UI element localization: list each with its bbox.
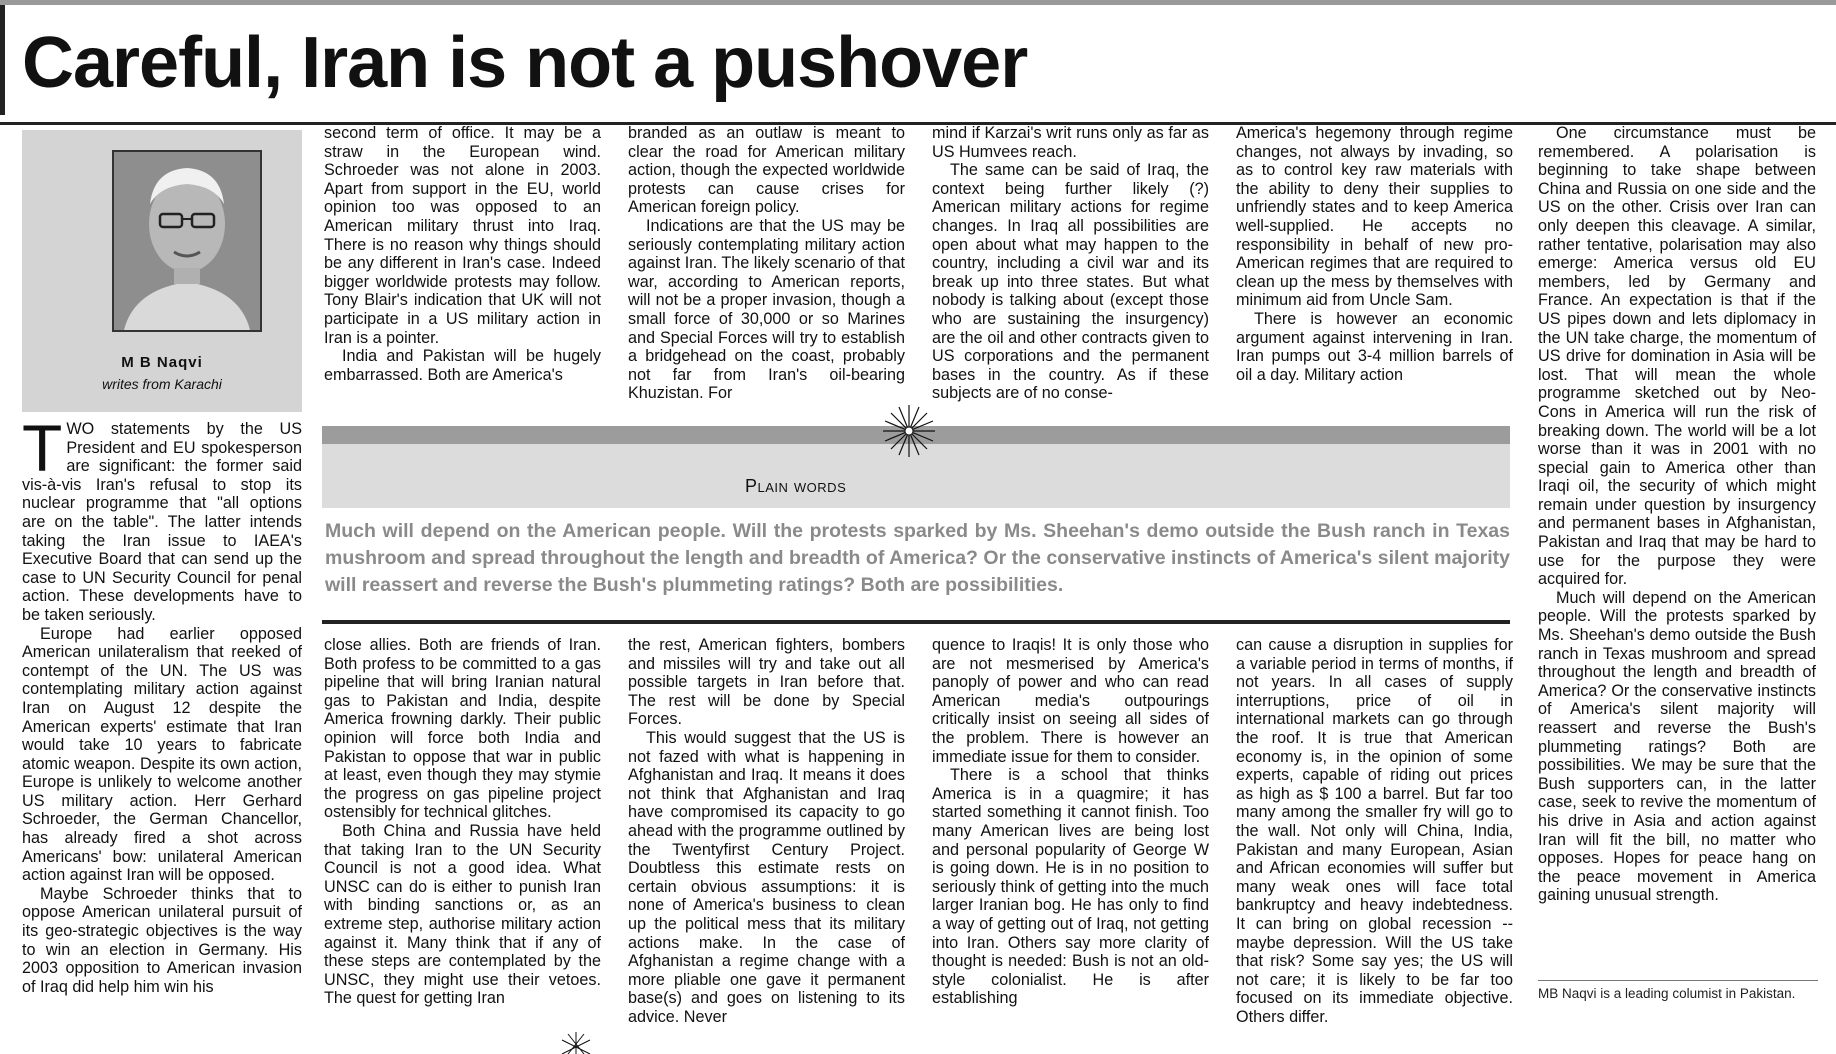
column-5-bottom bbox=[1236, 636, 1513, 1050]
column-1 bbox=[22, 420, 302, 1048]
pull-quote: Much will depend on the American people. Will the protests sparked by Ms. Sheehan's demo outside the Bush ranch in Texas mushroom and spread throughout the length and breadth of America? Or the conservative instincts of America's silent majority will reassert and reverse the Bush's plummeting ratings? Both are possibilities. bbox=[325, 520, 1510, 596]
paragraph: There is however an economic argument against intervening in Iran. Iran pumps out 3-4 million barrels of oil a day. Military action bbox=[1236, 309, 1513, 384]
paragraph: Maybe Schroeder thinks that to oppose American unilateral pursuit of its geo-strategic objectives is the way to win an election in Germany. His 2003 opposition to American invasion of Iraq did help him win his bbox=[22, 884, 302, 996]
column-2-bottom bbox=[324, 636, 601, 1050]
paragraph: the rest, American fighters, bombers and missiles will try and take out all possible targets in Iran before that. The rest will be done by Special Forces. bbox=[628, 636, 905, 729]
top-rule bbox=[0, 0, 1836, 5]
footnote: MB Naqvi is a leading columist in Pakistan. bbox=[1538, 986, 1796, 1001]
paragraph: One circumstance must be remembered. A polarisation is beginning to take shape between China and Russia on one side and the US on the other. Crisis over Iran can only deepen this cleavage. A similar, rather tentative, polarisation may also emerge: America versus old EU members, led by Germany and France. An expectation is that if the US pipes down and lets diplomacy in the UN take charge, the momentum of US drive for domination in Asia will be lost. That will mean the whole programme sketched out by Neo-Cons in America will run the risk of breaking down. The world will be a lot worse than it was in 2001 with no special gain to America other than Iraqi oil, the security of which might remain under question by insurgency and permanent bases in Afghanistan, Pakistan and Iraq that may be hard to use for the purpose they were acquired for. bbox=[1538, 124, 1816, 589]
paragraph: Both China and Russia have held that taking Iran to the UN Security Council is not a good idea. What UNSC can do is either to punish Iran with binding sanctions or, as an extreme step, authorise military action against it. Many think that if any of these steps are contemplated by the UNSC, they might use their vetoes. The quest for getting Iran bbox=[324, 821, 601, 1008]
column-5-top bbox=[1236, 124, 1513, 412]
star-ornament-icon bbox=[881, 403, 937, 459]
column-6 bbox=[1538, 124, 1816, 976]
column-2-top bbox=[324, 124, 601, 412]
paragraph: second term of office. It may be a straw in the European wind. Schroeder was not alone in 2003. Apart from support in the EU, world opinion too was opposed to an American military thrust into Iraq. There is no reason why things should be any different in Iran's case. Indeed bigger worldwide protests may follow. Tony Blair's indication that UK will not participate in a US military action in Iran is a pointer. bbox=[324, 124, 601, 347]
paragraph: close allies. Both are friends of Iran. Both profess to be committed to a gas pipeline that will bring Iranian natural gas to Pakistan and India, despite America frowning darkly. Their public opinion will force both India and Pakistan to oppose that war in public at least, even though they may stymie the progress on gas pipeline project ostensibly for technical glitches. bbox=[324, 636, 601, 822]
paragraph: Much will depend on the American people. Will the protests sparked by Ms. Sheehan's demo outside the Bush ranch in Texas mushroom and spread throughout the length and breadth of America? Or the conservative instincts of America's silent majority will reassert and reverse the Bush's plummeting ratings? Both are possibilities. We may be sure that the Bush supporters can, in the latter case, seek to revive the momentum of his drive in Asia and action against Iran will fit the bill, no matter who opposes. Hopes for peace hang on the peace movement in America gaining unusual strength. bbox=[1538, 588, 1816, 905]
drop-cap: T bbox=[22, 420, 63, 485]
paragraph: Europe had earlier opposed American unilateralism that reeked of contempt of the UN. The US was contemplating military action against Iran on August 12 despite the American experts' estimate that Iran would take 10 years to fabricate atomic weapon. Despite its own action, Europe is unlikely to welcome another US military action. Herr Gerhard Schroeder, the German Chancellor, has already fired a shot across Americans' bow: unilateral American action against Iran will be opposed. bbox=[22, 624, 302, 885]
paragraph: America's hegemony through regime changes, not always by invading, so as to control key raw materials with the ability to deny their supplies to unfriendly states and to keep America well-supplied. He accepts no responsibility in behalf of new pro-American regimes that are required to clean up the mess by themselves with minimum aid from Uncle Sam. bbox=[1236, 124, 1513, 310]
paragraph: WO statements by the US President and EU spokesperson are significant: the former said vis-à-vis Iran's refusal to stop its nuclear programme that "all options are on the table". The latter intends taking the Iran issue to IAEA's Executive Board that can send up the case to UN Security Council for penal action. These developments have to be taken seriously. bbox=[22, 420, 302, 624]
paragraph: There is a school that thinks America is in a quagmire; it has started something it cannot finish. Too many American lives are being lost and personal popularity of George W is going down. He is in no position to seriously think of getting into the much larger Iranian bog. He has only to find a way of getting out of Iraq, not getting into Iran. Others say more clarity of thought is needed: Bush is not an old-style colonialist. He is after establishing bbox=[932, 766, 1209, 1008]
left-rule bbox=[0, 5, 5, 115]
column-3-top bbox=[628, 124, 905, 412]
column-4-bottom bbox=[932, 636, 1209, 1050]
paragraph: India and Pakistan will be hugely embarrassed. Both are America's bbox=[324, 347, 601, 384]
paragraph: This would suggest that the US is not fazed with what is happening in Afghanistan and Iraq. It means it does not think that Afghanistan and Iraq have compromised its capacity to go ahead with the programme outlined by the Twentyfirst Century Project. Doubtless this estimate rests on certain obvious assumptions: it is none of America's business to clean up the political mess that its military actions make. In the case of Afghanistan a regime change with a more pliable one gave it permanent base(s) and goes on listening to its advice. Never bbox=[628, 728, 905, 1026]
author-box bbox=[22, 130, 302, 412]
paragraph: mind if Karzai's writ runs only as far as US Humvees reach. bbox=[932, 124, 1209, 161]
paragraph: Indications are that the US may be seriously contemplating military action against Iran. The likely scenario of that war, according to American reports, will not be a proper invasion, though a small force of 30,000 or so Marines and Special Forces will try to establish a bridgehead on the coast, probably not far from Iran's oil-bearing Khuzistan. For bbox=[628, 216, 905, 403]
paragraph: The same can be said of Iraq, the context being further likely (?) American military actions for regime changes. In Iraq all possibilities are open about what may happen to the country, including a civil war and its break up into three states. But what nobody is talking about (except those who are sustaining the insurgency) are the oil and other contracts given to US corporations and the permanent bases in the country. As if these subjects are of no conse- bbox=[932, 161, 1209, 403]
author-location: writes from Karachi bbox=[102, 376, 222, 392]
mid-rule bbox=[322, 620, 1510, 624]
column-3-bottom bbox=[628, 636, 905, 1050]
column-4-top bbox=[932, 124, 1209, 412]
paragraph: quence to Iraqis! It is only those who are not mesmerised by America's panoply of power and who can read American media's outpourings critically insist on seeing all sides of the problem. There is however an immediate issue for them to consider. bbox=[932, 636, 1209, 766]
author-photo bbox=[112, 150, 262, 332]
paragraph: branded as an outlaw is meant to clear the road for American military action, though the expected worldwide protests can cause crises for American foreign policy. bbox=[628, 124, 905, 217]
headline: Careful, Iran is not a pushover bbox=[22, 23, 1028, 103]
paragraph: can cause a disruption in supplies for a variable period in terms of months, if not years. In all cases of supply interruptions, price of oil in international markets can go through the roof. It is true that American economy is, in the opinion of some experts, capable of riding out prices as high as $ 100 a barrel. But far too many among the smaller fry will go to the wall. Not only will China, India, Pakistan and many European, Asian and African economies will suffer but many weak ones will face total bankruptcy and heavy indebtedness. It can bring on global recession -- maybe depression. Will the US take that risk? Some say yes; the US will not care; it is likely to be far too focused on its immediate objective. Others differ. bbox=[1236, 636, 1513, 1026]
star-ornament-icon bbox=[556, 1030, 596, 1054]
footnote-rule bbox=[1538, 980, 1818, 981]
author-name: M B Naqvi bbox=[121, 354, 203, 371]
section-label: Plain words bbox=[745, 476, 847, 496]
